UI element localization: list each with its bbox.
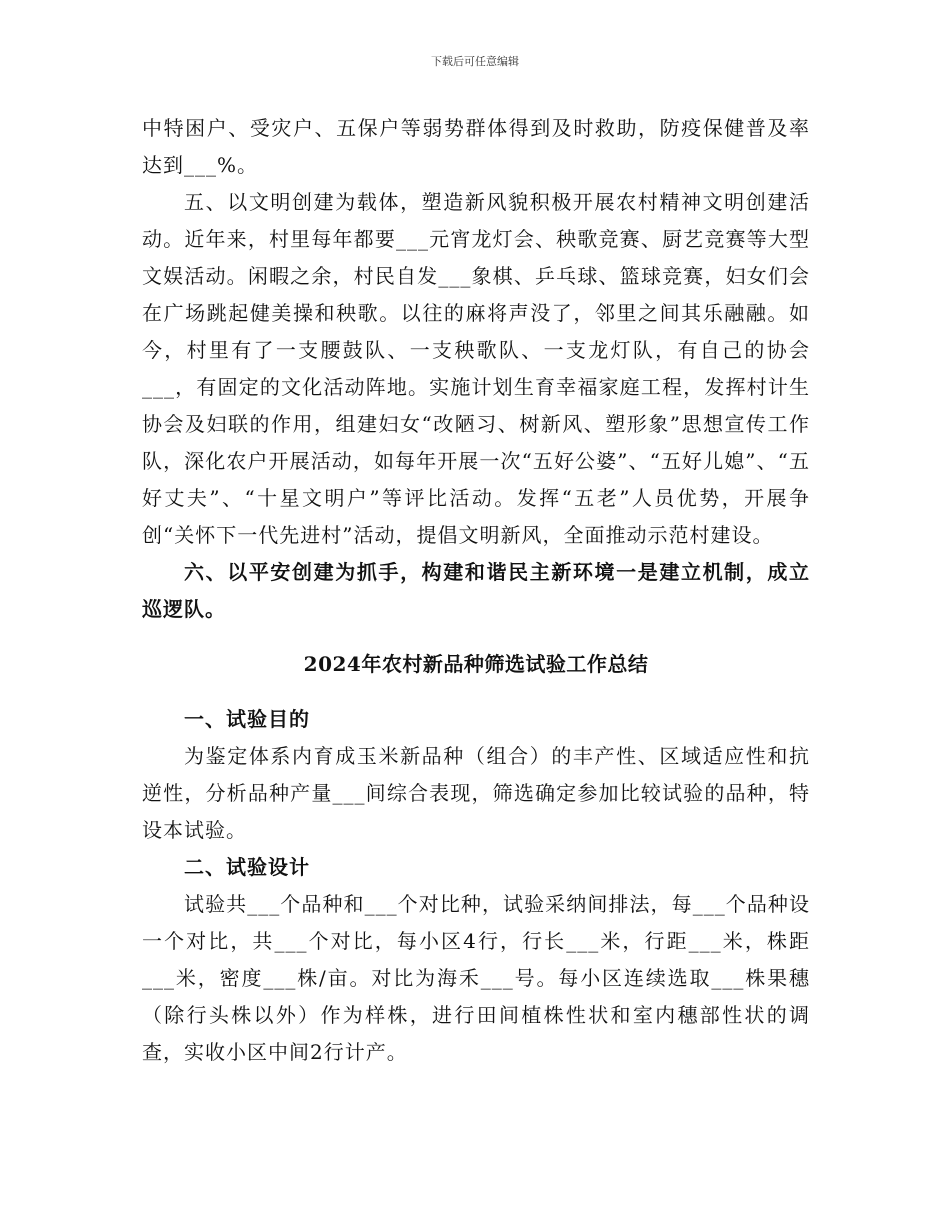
- document-body: [142, 110, 810, 1071]
- section-body-design: 试验共___个品种和___个对比种，试验采纳间排法，每___个品种设一个对比，共___个对比，每小区4行，行长___米，行距___米，株距___米，密度___株/亩。对比为海禾___号。每小区连续选取___株果穗（除行头株以外）作为样株，进行田间植株性状和室内穗部性状的调查，实收小区中间2行计产。: [142, 892, 810, 1064]
- document-title: 2024年农村新品种筛选试验工作总结: [303, 652, 649, 676]
- section-body-purpose: 为鉴定体系内育成玉米新品种（组合）的丰产性、区域适应性和抗逆性，分析品种产量___间综合表现，筛选确定参加比较试验的品种，特设本试验。: [142, 744, 810, 842]
- paragraph-civilization: 五、以文明创建为载体，塑造新风貌积极开展农村精神文明创建活动。近年来，村里每年都要___元宵龙灯会、秧歌竞赛、厨艺竞赛等大型文娱活动。闲暇之余，村民自发___象棋、乒乓球、篮球竞赛，妇女们会在广场跳起健美操和秧歌。以往的麻将声没了，邻里之间其乐融融。如今，村里有了一支腰鼓队、一支秧歌队、一支龙灯队，有自己的协会___，有固定的文化活动阵地。实施计划生育幸福家庭工程，发挥村计生协会及妇联的作用，组建妇女“改陋习、树新风、塑形象”思想宣传工作队，深化农户开展活动，如每年开展一次“五好公婆”、“五好儿媳”、“五好丈夫”、“十星文明户”等评比活动。发挥“五老”人员优势，开展争创“关怀下一代先进村”活动，提倡文明新风，全面推动示范村建设。: [142, 190, 810, 547]
- paragraph-relief-rate: 中特困户、受灾户、五保户等弱势群体得到及时救助，防疫保健普及率达到___%。: [142, 116, 810, 177]
- section-heading-design: 二、试验设计: [184, 855, 310, 879]
- page-header: 下载后可任意编辑: [431, 55, 519, 68]
- section-heading-purpose: 一、试验目的: [184, 707, 310, 731]
- paragraph-safety: 六、以平安创建为抓手，构建和谐民主新环境一是建立机制，成立巡逻队。: [142, 560, 810, 621]
